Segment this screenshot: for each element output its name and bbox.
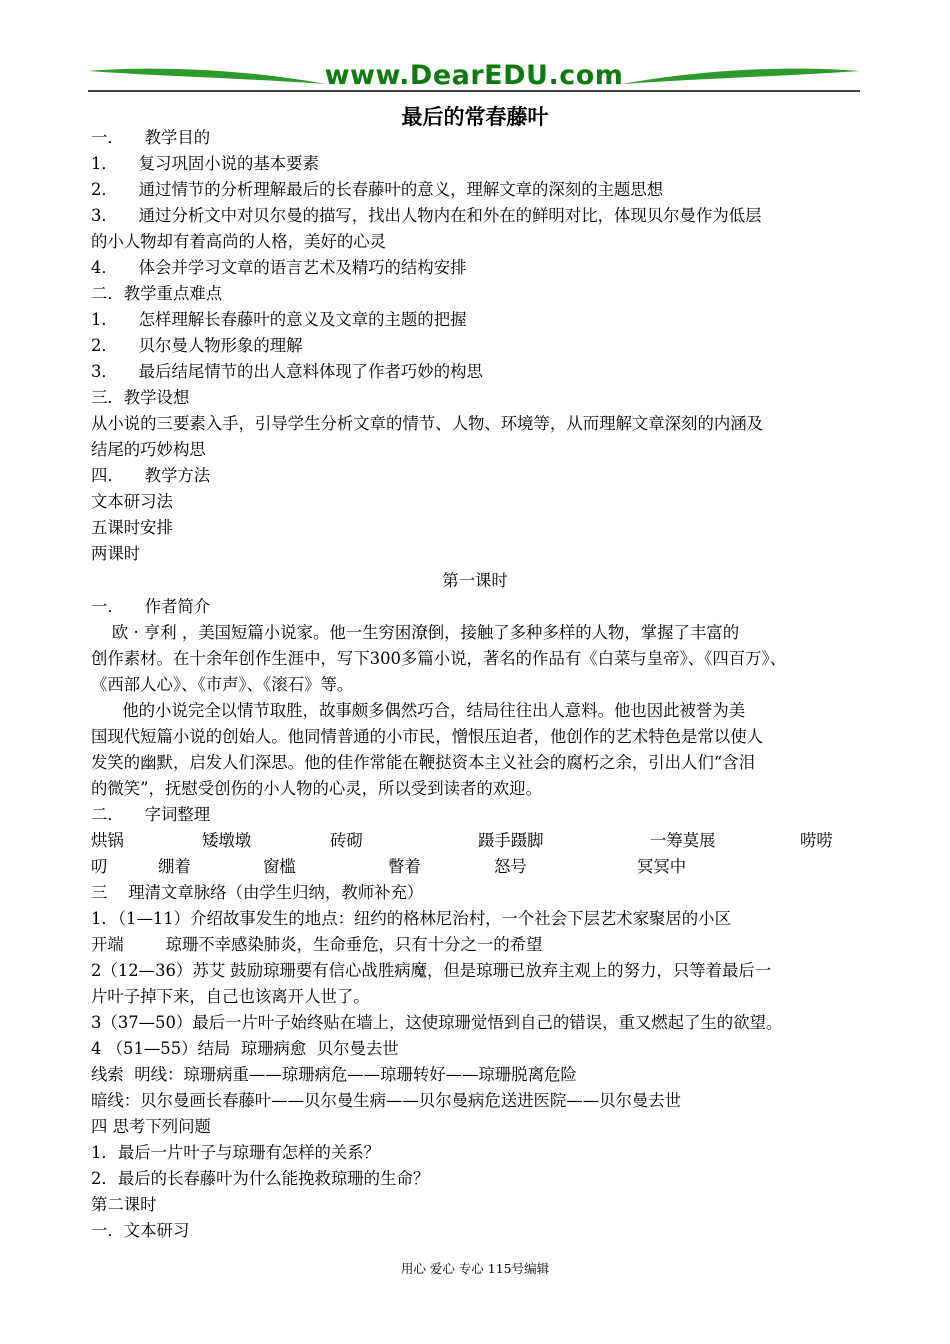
section-heading: 三 理清文章脉络（由学生归纳，教师补充） — [91, 883, 424, 902]
page-footer: 用心 爱心 专心 115号编辑 — [400, 1261, 550, 1276]
text-line: 2（12—36）苏艾 鼓励琼珊要有信心战胜病魔，但是琼珊已放弃主观上的努力，只等着最后一 — [91, 961, 772, 980]
list-item: 2． 贝尔曼人物形象的理解 — [91, 336, 303, 355]
section-heading: 二．教学重点难点 — [91, 284, 223, 303]
text-line: 国现代短篇小说的创始人。他同情普通的小市民，憎恨压迫者，他创作的艺术特色是常以使人 — [91, 727, 764, 746]
section-heading: 四． 教学方法 — [91, 466, 211, 485]
vocab-word: 窗槛 — [263, 857, 296, 876]
text-line: 两课时 — [91, 544, 141, 563]
vocab-word: 绷着 — [158, 857, 191, 876]
list-item: 3． 最后结尾情节的出人意料体现了作者巧妙的构思 — [91, 362, 483, 381]
text-line: 1．（1—11）介绍故事发生的地点：纽约的格林尼治村，一个社会下层艺术家聚居的小区 — [91, 909, 731, 928]
text-line: 的小人物却有着高尚的人格，美好的心灵 — [91, 232, 387, 251]
section-heading: 三．教学设想 — [91, 388, 190, 407]
site-logo: www.DearEDU.com — [324, 60, 624, 91]
text-line: 发笑的幽默，启发人们深思。他的佳作常能在鞭挞资本主义社会的腐朽之余，引出人们“含泪 — [91, 753, 756, 772]
vocab-word: 冥冥中 — [637, 857, 687, 876]
list-item: 2．最后的长春藤叶为什么能挽救琼珊的生命？ — [91, 1169, 430, 1188]
vocab-word: 叨 — [91, 857, 108, 876]
section-heading: 一． 作者简介 — [91, 597, 211, 616]
vocab-word: 瞥着 — [388, 857, 421, 876]
vocab-word: 唠唠 — [800, 831, 833, 850]
vocab-word: 矮墩墩 — [202, 831, 252, 850]
vocab-word: 怒号 — [494, 857, 527, 876]
text-line: 欧 · 亨利 ，美国短篇小说家。他一生穷困潦倒，接触了多种多样的人物，掌握了丰富的 — [91, 623, 740, 642]
document-title: 最后的常春藤叶 — [401, 105, 549, 129]
text-line: 4 （51—55）结局 琼珊病愈 贝尔曼去世 — [91, 1039, 399, 1058]
text-line: 从小说的三要素入手，引导学生分析文章的情节、人物、环境等，从而理解文章深刻的内涵及 — [91, 414, 764, 433]
list-item: 2． 通过情节的分析理解最后的长春藤叶的意义，理解文章的深刻的主题思想 — [91, 180, 664, 199]
section-heading: 二． 字词整理 — [91, 805, 211, 824]
lesson-heading: 第二课时 — [91, 1195, 157, 1214]
list-item: 4． 体会并学习文章的语言艺术及精巧的结构安排 — [91, 258, 467, 277]
text-line: 《西部人心》、《市声》、《滚石》等。 — [91, 675, 354, 694]
text-line: 的微笑”，抚慰受创伤的小人物的心灵，所以受到读者的欢迎。 — [91, 779, 542, 798]
site-header-banner — [88, 58, 860, 98]
vocab-word: 烘锅 — [91, 831, 124, 850]
section-heading: 四 思考下列问题 — [91, 1117, 211, 1136]
list-item: 3． 通过分析文中对贝尔曼的描写，找出人物内在和外在的鲜明对比，体现贝尔曼作为低层 — [91, 206, 762, 225]
text-line: 暗线：贝尔曼画长春藤叶——贝尔曼生病——贝尔曼病危送进医院——贝尔曼去世 — [91, 1091, 682, 1110]
lesson-heading: 第一课时 — [442, 571, 508, 590]
text-line: 3（37—50）最后一片叶子始终贴在墙上，这使琼珊觉悟到自己的错误，重又燃起了生的欲望。 — [91, 1013, 783, 1032]
vocab-word: 一筹莫展 — [650, 831, 716, 850]
text-line: 文本研习法 — [91, 492, 173, 511]
text-line: 他的小说完全以情节取胜，故事颇多偶然巧合，结局往往出人意料。他也因此被誉为美 — [91, 701, 746, 720]
list-item: 1． 复习巩固小说的基本要素 — [91, 154, 319, 173]
text-line: 五课时安排 — [91, 518, 173, 537]
text-line: 结尾的巧妙构思 — [91, 440, 206, 459]
text-line: 线索 明线：琼珊病重——琼珊病危——琼珊转好——琼珊脱离危险 — [91, 1065, 577, 1084]
text-line: 创作素材。在十余年创作生涯中，写下300多篇小说，著名的作品有《白菜与皇帝》、《四百万》、 — [91, 649, 787, 668]
text-line: 片叶子掉下来，自己也该离开人世了。 — [91, 987, 370, 1006]
vocab-word: 蹑手蹑脚 — [478, 831, 544, 850]
list-item: 1．最后一片叶子与琼珊有怎样的关系？ — [91, 1143, 381, 1162]
vocab-word: 砖砌 — [330, 831, 363, 850]
list-item: 1． 怎样理解长春藤叶的意义及文章的主题的把握 — [91, 310, 467, 329]
section-heading: 一． 教学目的 — [91, 128, 211, 147]
text-line: 开端 琼珊不幸感染肺炎，生命垂危，只有十分之一的希望 — [91, 935, 543, 954]
section-heading: 一．文本研习 — [91, 1221, 190, 1240]
